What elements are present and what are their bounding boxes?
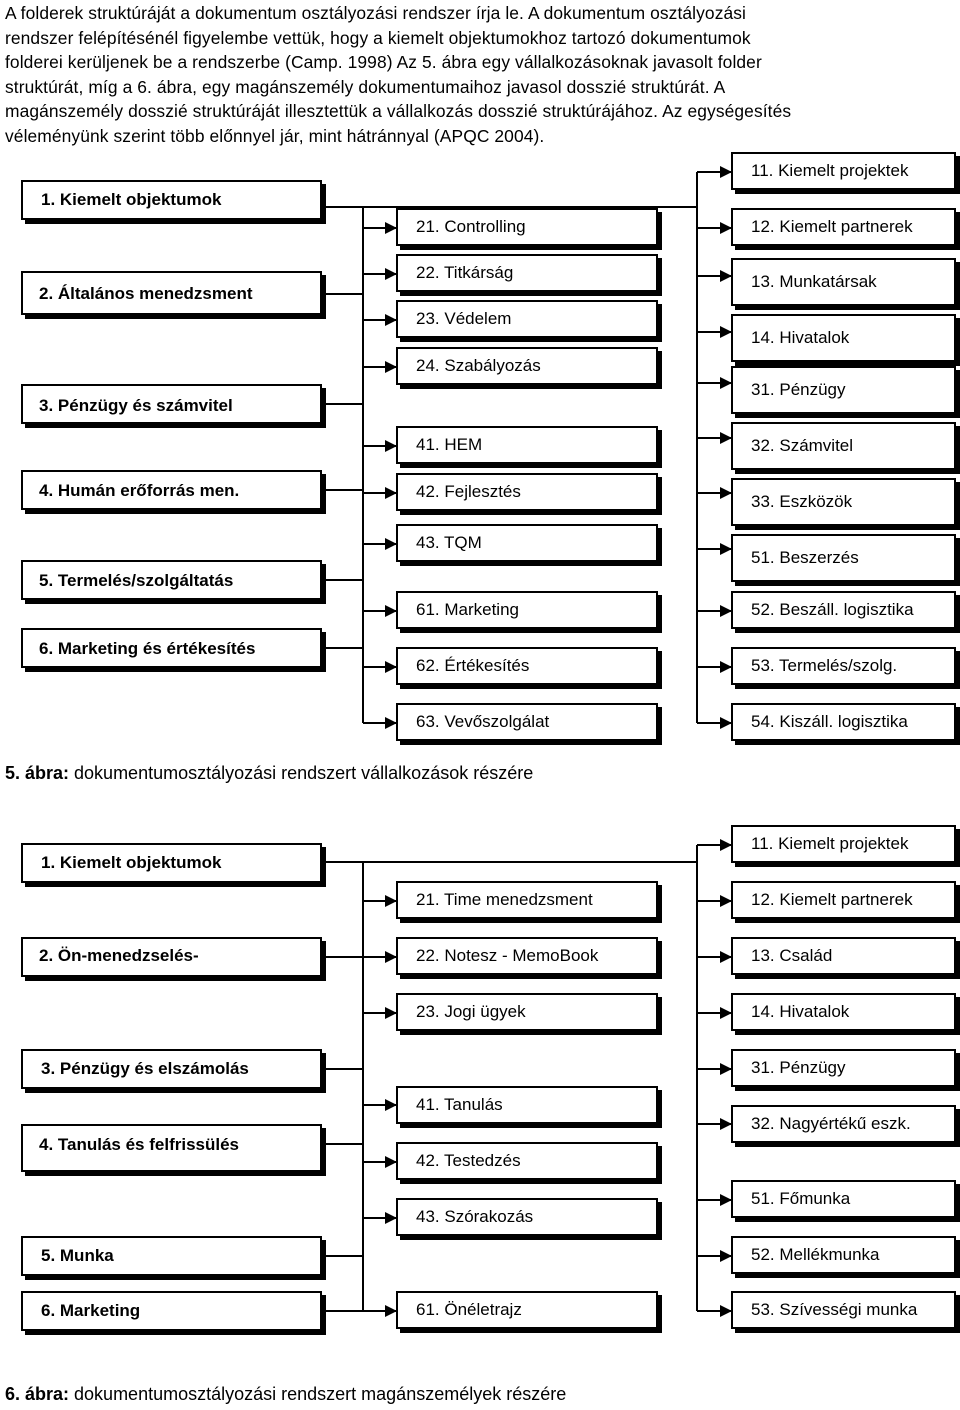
f5-right-box: 32. Számvitel — [731, 422, 956, 470]
f5-mid-box: 61. Marketing — [396, 591, 658, 629]
f6-right-box: 32. Nagyértékű eszk. — [731, 1105, 956, 1143]
intro-line: rendszer felépítésénél figyelembe vettük, hogy a kiemelt objektumokhoz tartozó dokumentumok — [5, 27, 751, 48]
intro-line: magánszemély dosszié struktúráját illesztettük a vállalkozás dosszié struktúrájához. Az egységesítés — [5, 101, 792, 122]
f6-left-box: 5. Munka — [21, 1236, 322, 1276]
figure-6-caption — [5, 1384, 566, 1405]
f5-left-box: 1. Kiemelt objektumok — [21, 180, 322, 220]
f5-left-box-frame — [21, 271, 322, 315]
intro-line: véleményünk szerint több előnnyel jár, mint hátránnyal (APQC 2004). — [5, 125, 545, 146]
f5-left-label: 2. Általános menedzsment — [39, 284, 253, 303]
intro-line: A folderek struktúráját a dokumentum osztályozási rendszer írja le. A dokumentum osztályozási — [5, 3, 747, 23]
f5-mid-box: 43. TQM — [396, 524, 658, 562]
f5-right-box: 13. Munkatársak — [731, 258, 956, 306]
f6-right-box: 13. Család — [731, 937, 956, 975]
f5-left-box-frame — [21, 470, 322, 510]
f5-left-box-frame — [21, 628, 322, 668]
f6-left-box: 6. Marketing — [21, 1291, 322, 1331]
f5-right-box: 12. Kiemelt partnerek — [731, 208, 956, 246]
f5-right-box: 54. Kiszáll. logisztika — [731, 703, 956, 741]
figure-5-caption — [5, 763, 533, 784]
f6-left-box-frame — [21, 937, 322, 977]
f6-mid-box: 41. Tanulás — [396, 1086, 658, 1124]
f5-right-box: 33. Eszközök — [731, 478, 956, 526]
f6-left-box: 1. Kiemelt objektumok — [21, 843, 322, 883]
f5-mid-box: 22. Titkárság — [396, 254, 658, 292]
f6-right-box: 51. Főmunka — [731, 1180, 956, 1218]
f5-left-label: 3. Pénzügy és számvitel — [39, 396, 233, 415]
f5-mid-box: 23. Védelem — [396, 300, 658, 338]
f6-left-label: 4. Tanulás és felfrissülés — [39, 1135, 239, 1154]
f6-mid-box: 23. Jogi ügyek — [396, 993, 658, 1031]
f5-right-box: 14. Hivatalok — [731, 314, 956, 362]
f6-mid-box: 61. Önéletrajz — [396, 1291, 658, 1329]
f6-mid-box: 42. Testedzés — [396, 1142, 658, 1180]
f5-right-box: 53. Termelés/szolg. — [731, 647, 956, 685]
f5-left-box-frame — [21, 384, 322, 424]
figure-5-caption-text: dokumentumosztályozási rendszert vállalkozások részére — [69, 763, 534, 783]
f5-right-box: 52. Beszáll. logisztika — [731, 591, 956, 629]
f5-mid-box: 63. Vevőszolgálat — [396, 703, 658, 741]
f5-right-box: 11. Kiemelt projektek — [731, 152, 956, 190]
figure-5-caption-label: 5. ábra: — [5, 763, 70, 783]
intro-line: struktúrát, míg a 6. ábra, egy magánszemély dokumentumaihoz javasol dosszié struktúrát. A — [5, 76, 726, 97]
f6-right-box: 11. Kiemelt projektek — [731, 825, 956, 863]
f5-mid-box: 41. HEM — [396, 426, 658, 464]
f5-left-label: 4. Humán erőforrás men. — [39, 481, 240, 500]
f6-right-box: 52. Mellékmunka — [731, 1236, 956, 1274]
f5-left-label: 6. Marketing és értékesítés — [39, 639, 256, 658]
f5-right-box: 51. Beszerzés — [731, 534, 956, 582]
f5-mid-box: 24. Szabályozás — [396, 347, 658, 385]
f6-left-box: 3. Pénzügy és elszámolás — [21, 1049, 322, 1089]
f5-left-box-frame — [21, 560, 322, 600]
f6-mid-box: 21. Time menedzsment — [396, 881, 658, 919]
f5-mid-box: 42. Fejlesztés — [396, 473, 658, 511]
figure-6-caption-text: dokumentumosztályozási rendszert magánszemélyek részére — [69, 1384, 567, 1404]
f6-left-label: 2. Ön-menedzselés- — [39, 946, 199, 965]
intro-line: folderei kerüljenek be a rendszerbe (Camp. 1998) Az 5. ábra egy vállalkozásoknak javasolt folder — [5, 52, 762, 73]
f6-right-box: 31. Pénzügy — [731, 1049, 956, 1087]
figure-6-caption-label: 6. ábra: — [5, 1384, 70, 1404]
f5-mid-box: 21. Controlling — [396, 208, 658, 246]
f5-right-box: 31. Pénzügy — [731, 366, 956, 414]
f6-mid-box: 43. Szórakozás — [396, 1198, 658, 1236]
f6-right-box: 14. Hivatalok — [731, 993, 956, 1031]
f6-right-box: 12. Kiemelt partnerek — [731, 881, 956, 919]
f5-left-label: 5. Termelés/szolgáltatás — [39, 571, 234, 590]
f6-left-box-frame — [21, 1124, 322, 1172]
f6-right-box: 53. Szívességi munka — [731, 1291, 956, 1329]
f5-mid-box: 62. Értékesítés — [396, 647, 658, 685]
f6-mid-box: 22. Notesz - MemoBook — [396, 937, 658, 975]
